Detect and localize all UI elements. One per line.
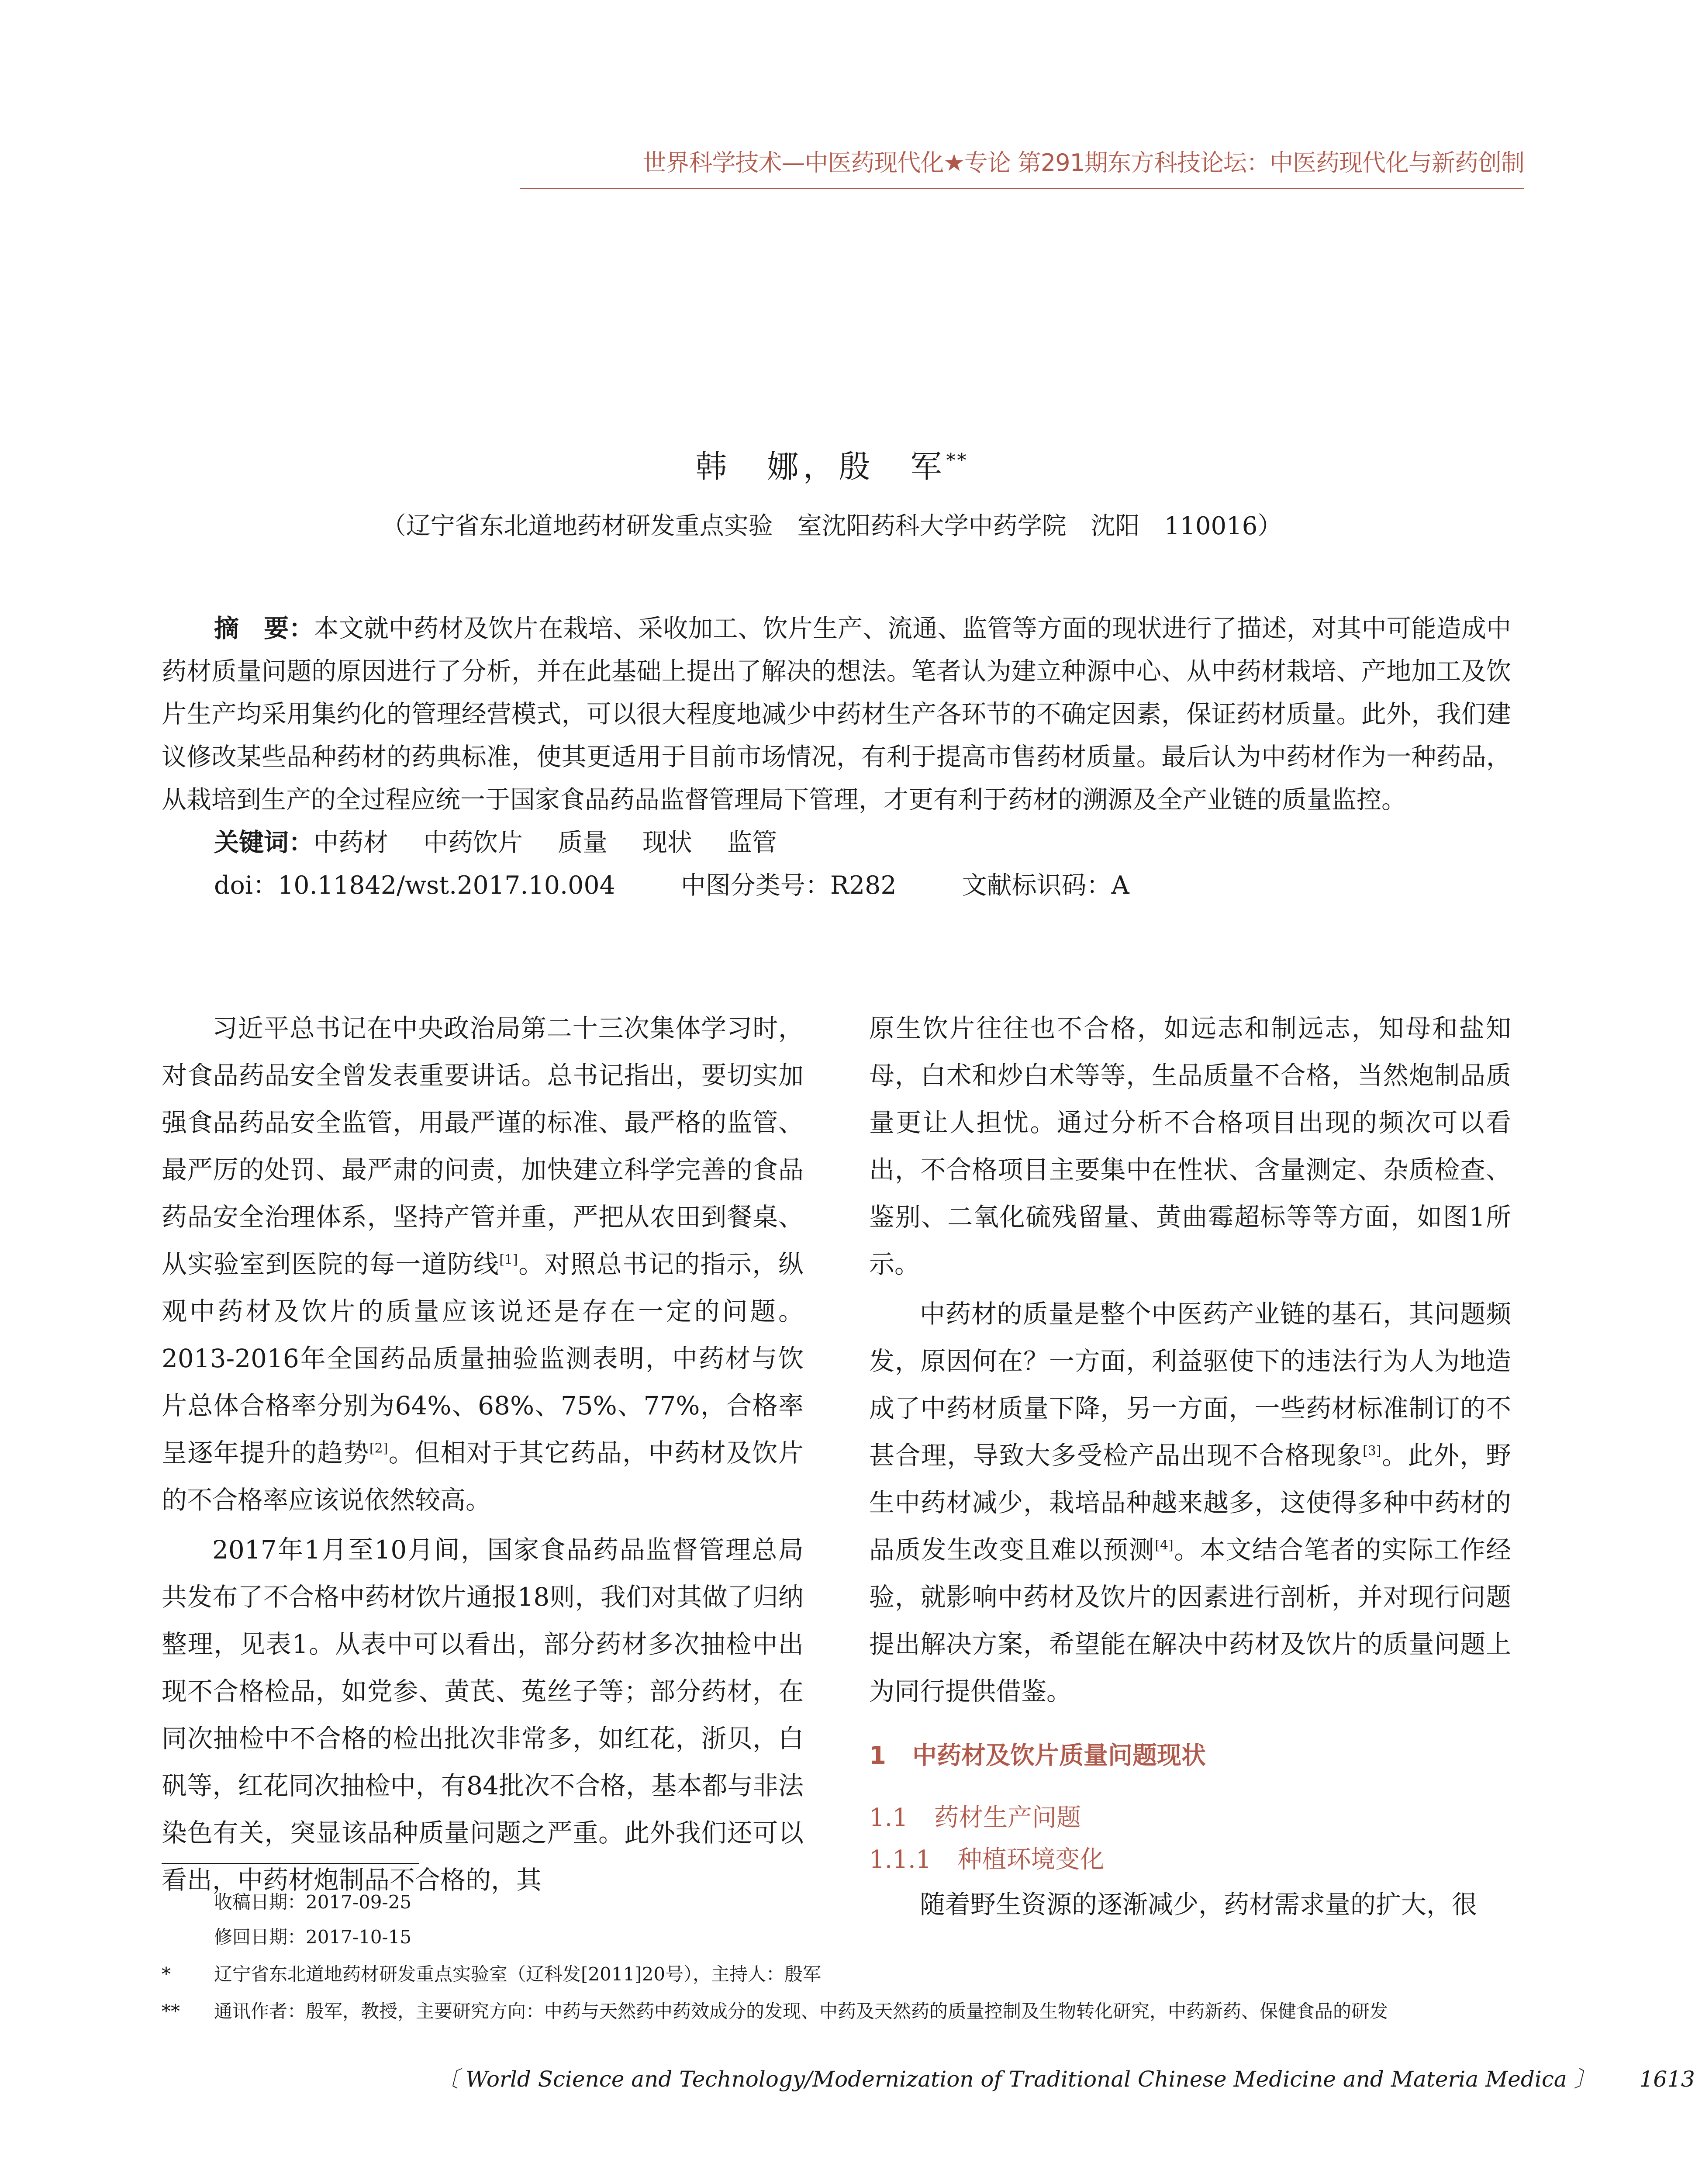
citation-ref[interactable]: [4] [1155, 1538, 1174, 1553]
affiliation: （辽宁省东北道地药材研发重点实验 室沈阳药科大学中药学院 沈阳 110016） [381, 512, 1282, 540]
paragraph [869, 1290, 1511, 1715]
text-run: 。本文结合笔者的实际工作经验，就影响中药材及饮片的因素进行剖析，并对现行问题提出解决方案，希望能在解决中药材及饮片的质量问题上为同行提供借鉴。 [869, 1535, 1511, 1706]
body-column-right [869, 1005, 1511, 1928]
paragraph: 随着野生资源的逐渐减少，药材需求量的扩大，很 [920, 1890, 1478, 1919]
page-number: 1613 [1639, 2067, 1695, 2092]
section-number: 1.1.1 [869, 1845, 932, 1874]
footnote-revised: 修回日期：2017-10-15 [214, 1926, 412, 1948]
keywords [162, 821, 1511, 864]
footnote-received: 收稿日期：2017-09-25 [214, 1891, 412, 1913]
doi: doi：10.11842/wst.2017.10.004 [214, 871, 615, 900]
author-names: 韩 娜，殷 军 [695, 448, 946, 485]
clc-number: 中图分类号：R282 [680, 871, 897, 900]
keyword: 中药材 [314, 828, 388, 857]
citation-ref[interactable]: [3] [1363, 1443, 1381, 1459]
footnote-text: 辽宁省东北道地药材研发重点实验室（辽科发[2011]20号），主持人：殷军 [214, 1963, 822, 1985]
footnote-fund [162, 1957, 821, 1992]
page-footer [437, 2062, 1695, 2093]
subsection-heading [869, 1797, 1511, 1839]
section-title: 中药材及饮片质量问题现状 [912, 1742, 1206, 1770]
footnote-text: 通讯作者：殷军，教授，主要研究方向：中药与天然药中药效成分的发现、中药及天然药的质量控制及生物转化研究，中药新药、保健食品的研发 [214, 2001, 1388, 2022]
text-run: 习近平总书记在中央政治局第二十三次集体学习时，对食品药品安全曾发表重要讲话。总书记指出，要切实加强食品药品安全监管，用最严谨的标准、最严格的监管、最严厉的处罚、最严肃的问责，加快建立科学完善的食品药品安全治理体系，坚持产管并重，严把从农田到餐桌、从实验室到医院的每一道防线 [162, 1013, 804, 1279]
doi-line [162, 864, 1511, 907]
abstract-text: 本文就中药材及饮片在栽培、采收加工、饮片生产、流通、监管等方面的现状进行了描述，对其中可能造成中药材质量问题的原因进行了分析，并在此基础上提出了解决的想法。笔者认为建立种源中心、从中药材栽培、产地加工及饮片生产均采用集约化的管理经营模式，可以很大程度地减少中药材生产各环节的不确定因素，保证药材质量。此外，我们建议修改某些品种药材的药典标准，使其更适用于目前市场情况，有利于提高市售药材质量。最后认为中药材作为一种药品，从栽培到生产的全过程应统一于国家食品药品监督管理局下管理，才更有利于药材的溯源及全产业链的质量监控。 [162, 614, 1512, 814]
text-run: 。对照总书记的指示，纵观中药材及饮片的质量应该说还是存在一定的问题。2013-2016年全国药品质量抽验监测表明，中药材与饮片总体合格率分别为64%、68%、75%、77%，合格率呈逐年提升的趋势 [162, 1249, 804, 1468]
footnote-corresponding [162, 1994, 1388, 2029]
body-column-left [162, 1005, 804, 1904]
abstract-block [162, 607, 1511, 907]
text-run: 。但相对于其它药品，中药材及饮片的不合格率应该说依然较高。 [162, 1438, 804, 1515]
footnote-mark: ** [162, 2001, 180, 2022]
paragraph [162, 1005, 804, 1524]
keywords-label: 关键词： [214, 828, 314, 857]
footnote-mark: * [162, 1963, 171, 1985]
section-number: 1.1 [869, 1804, 908, 1832]
subsubsection-heading [869, 1839, 1511, 1881]
keyword: 质量 [558, 828, 608, 857]
section-title: 种植环境变化 [957, 1845, 1105, 1874]
abstract-label: 摘 要： [214, 614, 314, 643]
footnote-rule [162, 1863, 419, 1864]
doc-code: 文献标识码：A [962, 871, 1129, 900]
keyword: 中药饮片 [423, 828, 523, 857]
keyword: 监管 [727, 828, 777, 857]
paragraph: 原生饮片往往也不合格，如远志和制远志，知母和盐知母，白术和炒白术等等，生品质量不合格，当然炮制品质量更让人担忧。通过分析不合格项目出现的频次可以看出，不合格项目主要集中在性状、含量测定、杂质检查、鉴别、二氧化硫残留量、黄曲霉超标等等方面，如图1所示。 [869, 1013, 1511, 1279]
text-run: 。此外，野生中药材减少，栽培品种越来越多，这使得多种中药材的品质发生改变且难以预测 [869, 1441, 1511, 1565]
author-marks: ** [946, 449, 968, 471]
keyword: 现状 [642, 828, 692, 857]
header-rule [520, 188, 1524, 189]
text-run: 中药材的质量是整个中医药产业链的基石，其问题频发，原因何在？一方面，利益驱使下的违法行为人为地造成了中药材质量下降，另一方面，一些药材标准制订的不甚合理，导致大多受检产品出现不合格现象 [869, 1299, 1511, 1470]
abstract [162, 607, 1511, 821]
citation-ref[interactable]: [2] [369, 1441, 388, 1456]
citation-ref[interactable]: [1] [499, 1252, 518, 1268]
journal-name: 〔 World Science and Technology/Modernization of Traditional Chinese Medicine and Materia Medica 〕 [437, 2067, 1596, 2092]
running-header: 世界科学技术—中医药现代化★专论 第291期东方科技论坛：中医药现代化与新药创制 [642, 149, 1524, 176]
authors [0, 441, 1664, 487]
section-title: 药材生产问题 [934, 1804, 1081, 1832]
paragraph: 2017年1月至10月间，国家食品药品监督管理总局共发布了不合格中药材饮片通报18则，我们对其做了归纳整理，见表1。从表中可以看出，部分药材多次抽检中出现不合格检品，如党参、黄芪、菟丝子等；部分药材，在同次抽检中不合格的检出批次非常多，如红花，浙贝，白矾等，红花同次抽检中，有84批次不合格，基本都与非法染色有关，突显该品种质量问题之严重。此外我们还可以看出，中药材炮制品不合格的，其 [162, 1535, 804, 1895]
section-heading [869, 1732, 1511, 1780]
section-number: 1 [869, 1742, 886, 1770]
